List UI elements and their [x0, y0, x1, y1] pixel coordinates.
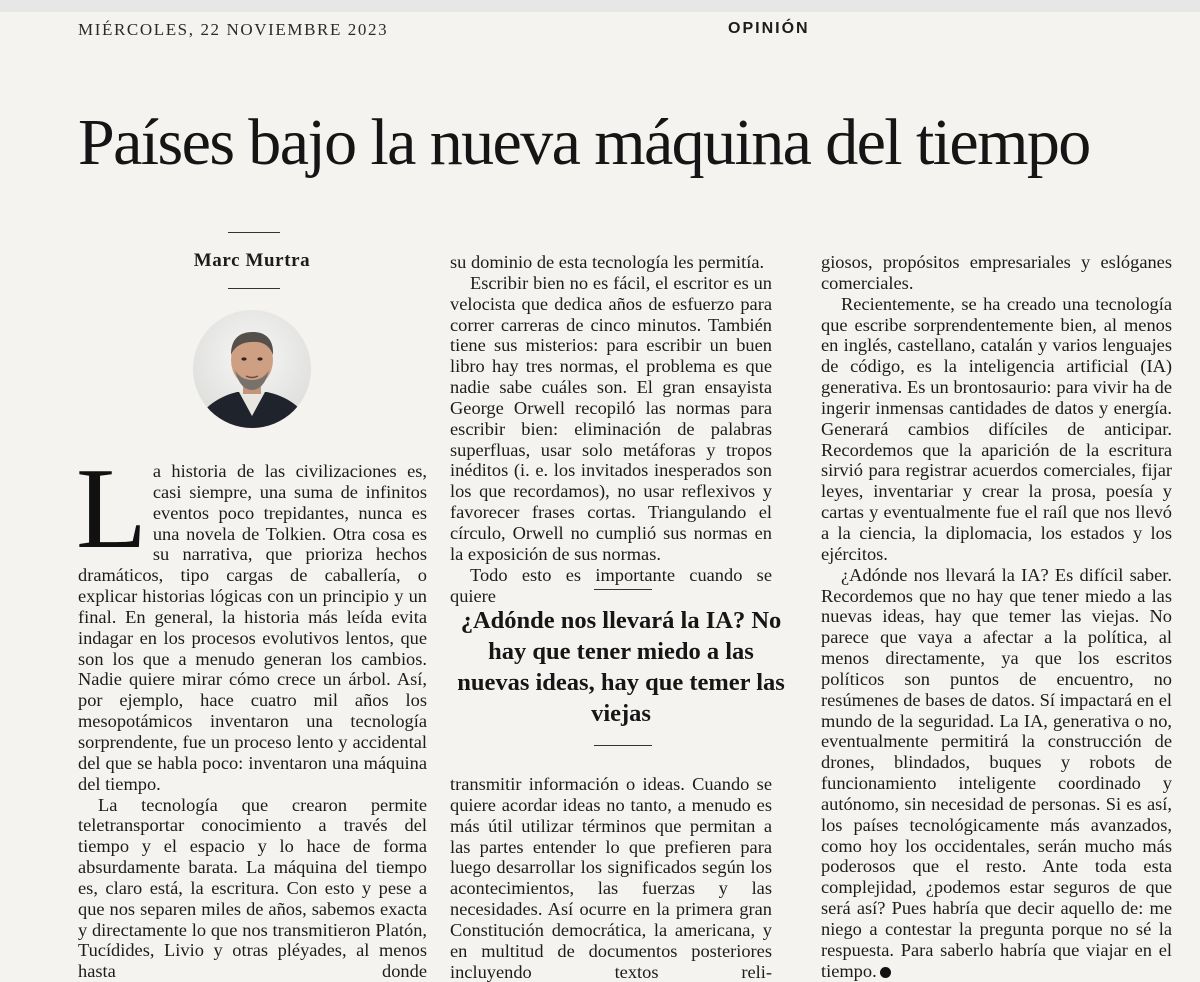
headline: Países bajo la nueva máquina del tiempo	[78, 103, 1090, 183]
paragraph: transmitir información o ideas. Cuando se quiere acordar ideas no tanto, a menudo es más útil utilizar términos que permitan a las partes entender lo que prefieren para luego desarrollar los significados según los acontecimientos, las fuerzas y las necesidades. Así ocurre en la primera gran Constitución democrática, la americana, y en multitud de documentos posteriores incluyendo textos reli-	[450, 774, 772, 982]
paragraph: Todo esto es importante cuando se quiere	[450, 565, 772, 607]
section-label: OPINIÓN	[728, 20, 810, 38]
paragraph-text: a historia de las civilizaciones es, casi siempre, una suma de infinitos eventos poco trepidantes, nunca es una novela de Tolkien. Otra cosa es su narrativa, que prioriza hechos dramáticos, tipo cargas de caballería, o explicar historias lógicas con un principio y un final. En general, la historia más leída evita indagar en los procesos evolutivos lentos, que son los que a menudo generan los cambios. Nadie quiere mirar cómo crece un árbol. Así, por ejemplo, hace cuatro mil años los mesopotámicos inventaron una tecnología sorprendente, fue un proceso lento y accidental del que se habla poco: inventaron una máquina del tiempo.	[78, 461, 427, 794]
author-rule-top	[228, 232, 280, 233]
column-1	[78, 461, 427, 982]
paragraph	[78, 461, 427, 795]
paragraph: su dominio de esta tecnología les permitía.	[450, 252, 772, 273]
pull-quote-rule-top	[594, 589, 652, 590]
paragraph: giosos, propósitos empresariales y eslóganes comerciales.	[821, 252, 1172, 294]
paragraph	[821, 565, 1172, 982]
paragraph: La tecnología que crearon permite teletransportar conocimiento a través del tiempo y el espacio y lo hace de forma absurdamente barata. La máquina del tiempo es, claro está, la escritura. Con esto y pese a que nos separen miles de años, sabemos exacta y directamente lo que nos transmitieron Platón, Tucídides, Livio y otras pléyades, al menos hasta donde	[78, 795, 427, 982]
pull-quote-rule-bottom	[594, 745, 652, 746]
author-byline: Marc Murtra	[186, 250, 318, 272]
pull-quote: ¿Adónde nos llevará la IA? No hay que tener miedo a las nuevas ideas, hay que temer las viejas	[456, 605, 786, 729]
column-2-bottom	[450, 774, 772, 982]
author-rule-bottom	[228, 288, 280, 289]
paragraph-text: ¿Adónde nos llevará la IA? Es difícil saber. Recordemos que no hay que tener miedo a las nuevas ideas, hay que temer las viejas. No parece que vaya a afectar a la política, al menos directamente, ya que los escritos políticos son puntos de encuentro, no resúmenes de bases de datos. Sí impactará en el mundo de la seguridad. La IA, generativa o no, eventualmente permitirá la construcción de drones, blindados, buques y robots de funcionamiento inteligente coordinado y autónomo, sin necesidad de personas. Si es así, los países tecnológicamente más avanzados, como hoy los occidentales, serán mucho más poderosos que el resto. Ante toda esta complejidad, ¿podemos estar seguros de que será así? Pues habría que decir aquello de: me niego a contestar la pregunta porque no sé la respuesta. Para saberlo habría que viajar en el tiempo.	[821, 565, 1172, 981]
paragraph: Escribir bien no es fácil, el escritor es un velocista que dedica años de esfuerzo para correr carreras de cinco minutos. También tiene sus misterios: para escribir un buen libro hay tres normas, el problema es que nadie sabe cuáles son. El gran ensayista George Orwell recopiló las normas para escribir bien: eliminación de palabras superfluas, usar solo metáforas y tropos inéditos (i. e. los invitados inesperados son los que recordamos), no usar reflexivos y favorecer frases cortas. Triangulando el círculo, Orwell no cumplió sus normas en la exposición de sus normas.	[450, 273, 772, 565]
issue-date: MIÉRCOLES, 22 NOVIEMBRE 2023	[78, 20, 388, 40]
paragraph: Recientemente, se ha creado una tecnología que escribe sorprendentemente bien, al menos en inglés, castellano, catalán y varios lenguajes de código, es la inteligencia artificial (IA) generativa. Es un brontosaurio: para vivir ha de ingerir inmensas cantidades de datos y energía. Generará cambios difíciles de anticipar. Recordemos que la aparición de la escritura sirvió para registrar acuerdos comerciales, fijar leyes, inventariar y crear la prosa, poesía y cartas y eventualmente fue el raíl que nos llevó a la ciencia, la diplomacia, los estados y los ejércitos.	[821, 294, 1172, 565]
column-2-top	[450, 252, 772, 606]
end-mark-icon	[880, 967, 891, 978]
drop-cap: L	[76, 461, 147, 553]
top-band	[0, 0, 1200, 12]
column-3	[821, 252, 1172, 982]
author-photo	[193, 310, 311, 428]
